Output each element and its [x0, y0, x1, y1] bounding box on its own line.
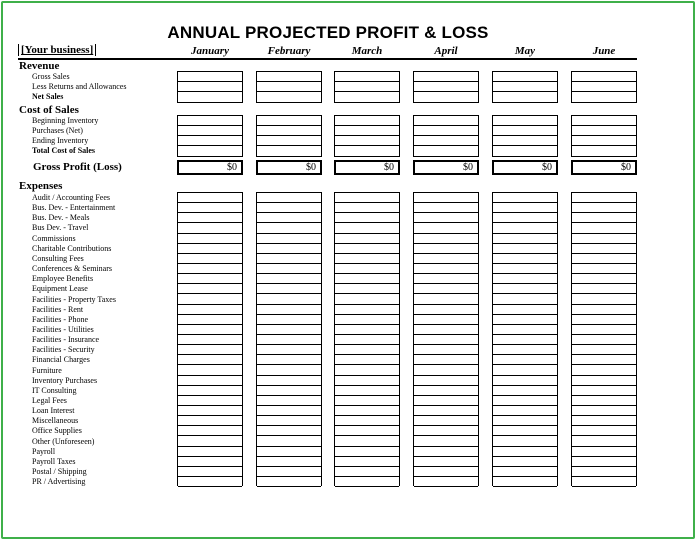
- entry-cell[interactable]: [414, 416, 478, 426]
- entry-cell[interactable]: [572, 203, 636, 213]
- entry-cell[interactable]: [414, 116, 478, 126]
- entry-cell[interactable]: [572, 426, 636, 436]
- entry-cell[interactable]: [178, 234, 242, 244]
- entry-cell[interactable]: [414, 126, 478, 136]
- line-item-label: Other (Unforeseen): [32, 436, 95, 446]
- entry-cell[interactable]: [335, 264, 399, 274]
- entry-cell[interactable]: [178, 335, 242, 345]
- line-item-label: Financial Charges: [32, 355, 90, 365]
- entry-cell[interactable]: [493, 436, 557, 446]
- entry-cell[interactable]: [493, 284, 557, 294]
- entry-cell[interactable]: [414, 82, 478, 92]
- month-header-may: May: [514, 45, 536, 57]
- entry-cell[interactable]: [493, 345, 557, 355]
- line-item-label: Facilities - Phone: [32, 314, 88, 324]
- entry-cell[interactable]: [493, 72, 557, 82]
- cost-of-sales-entry-box-january: [177, 115, 243, 157]
- entry-cell[interactable]: [493, 426, 557, 436]
- cost-of-sales-entry-box-march: [334, 115, 400, 157]
- entry-cell[interactable]: [335, 355, 399, 365]
- entry-cell[interactable]: [414, 213, 478, 223]
- line-item-label: Consulting Fees: [32, 253, 84, 263]
- entry-cell[interactable]: [257, 436, 321, 446]
- entry-cell[interactable]: [414, 203, 478, 213]
- entry-cell[interactable]: [572, 305, 636, 315]
- entry-cell[interactable]: [572, 116, 636, 126]
- entry-cell[interactable]: [257, 386, 321, 396]
- page-title: ANNUAL PROJECTED PROFIT & LOSS: [167, 23, 489, 42]
- expense-entry-column-may: [492, 192, 558, 486]
- entry-cell[interactable]: [335, 136, 399, 146]
- entry-cell[interactable]: [572, 126, 636, 136]
- line-item-label: Bus. Dev. - Meals: [32, 213, 90, 223]
- entry-cell[interactable]: [414, 345, 478, 355]
- entry-cell[interactable]: [572, 416, 636, 426]
- entry-cell[interactable]: [414, 264, 478, 274]
- entry-cell[interactable]: [257, 274, 321, 284]
- revenue-entry-box-february: [256, 71, 322, 103]
- line-item-label: Total Cost of Sales: [32, 146, 96, 156]
- revenue-entry-box-may: [492, 71, 558, 103]
- entry-cell[interactable]: [257, 416, 321, 426]
- entry-cell[interactable]: [178, 376, 242, 386]
- entry-cell[interactable]: [414, 274, 478, 284]
- entry-cell[interactable]: [414, 294, 478, 304]
- entry-cell[interactable]: [335, 457, 399, 467]
- entry-cell[interactable]: [178, 396, 242, 406]
- entry-cell[interactable]: [493, 376, 557, 386]
- entry-cell[interactable]: [414, 254, 478, 264]
- entry-cell[interactable]: [493, 146, 557, 156]
- entry-cell[interactable]: [335, 436, 399, 446]
- line-item-label: Facilities - Property Taxes: [32, 294, 116, 304]
- entry-cell[interactable]: [572, 284, 636, 294]
- entry-cell[interactable]: [572, 345, 636, 355]
- entry-cell[interactable]: [335, 254, 399, 264]
- revenue-heading: Revenue: [19, 60, 60, 72]
- line-item-label: Miscellaneous: [32, 416, 79, 426]
- line-item-label: Equipment Lease: [32, 284, 88, 294]
- entry-cell[interactable]: [335, 416, 399, 426]
- entry-cell[interactable]: [257, 325, 321, 335]
- entry-cell[interactable]: [335, 274, 399, 284]
- revenue-entry-box-march: [334, 71, 400, 103]
- entry-cell[interactable]: [178, 315, 242, 325]
- line-item-label: Loan Interest: [32, 406, 75, 416]
- entry-cell[interactable]: [335, 315, 399, 325]
- entry-cell[interactable]: [572, 82, 636, 92]
- entry-cell[interactable]: [414, 426, 478, 436]
- entry-cell[interactable]: [335, 223, 399, 233]
- entry-cell[interactable]: [572, 264, 636, 274]
- entry-cell[interactable]: [493, 355, 557, 365]
- entry-cell[interactable]: [178, 244, 242, 254]
- entry-cell[interactable]: [493, 365, 557, 375]
- entry-cell[interactable]: [572, 92, 636, 102]
- line-item-label: Employee Benefits: [32, 274, 94, 284]
- entry-cell[interactable]: [335, 345, 399, 355]
- entry-cell[interactable]: [257, 355, 321, 365]
- entry-cell[interactable]: [414, 193, 478, 203]
- line-item-label: Beginning Inventory: [32, 116, 99, 125]
- line-item-label: Conferences & Seminars: [32, 264, 112, 274]
- entry-cell[interactable]: [572, 136, 636, 146]
- entry-cell[interactable]: [257, 284, 321, 294]
- gross-profit-value-april: $0: [413, 160, 479, 175]
- entry-cell[interactable]: [414, 305, 478, 315]
- gross-profit-value-may: $0: [492, 160, 558, 175]
- line-item-label: Commissions: [32, 233, 76, 243]
- entry-cell[interactable]: [257, 244, 321, 254]
- entry-cell[interactable]: [178, 386, 242, 396]
- entry-cell[interactable]: [257, 72, 321, 82]
- entry-cell[interactable]: [257, 396, 321, 406]
- entry-cell[interactable]: [335, 284, 399, 294]
- entry-cell[interactable]: [414, 234, 478, 244]
- entry-cell[interactable]: [257, 376, 321, 386]
- entry-cell[interactable]: [493, 193, 557, 203]
- line-item-label: Audit / Accounting Fees: [32, 193, 110, 202]
- entry-cell[interactable]: [257, 213, 321, 223]
- entry-cell[interactable]: [335, 126, 399, 136]
- entry-cell[interactable]: [335, 396, 399, 406]
- entry-cell[interactable]: [257, 82, 321, 92]
- entry-cell[interactable]: [572, 294, 636, 304]
- gross-profit-value-june: $0: [571, 160, 637, 175]
- entry-cell[interactable]: [257, 234, 321, 244]
- entry-cell[interactable]: [493, 325, 557, 335]
- line-item-label: Facilities - Utilities: [32, 324, 94, 334]
- entry-cell[interactable]: [257, 136, 321, 146]
- business-name-field[interactable]: [Your business]: [18, 44, 96, 56]
- entry-cell[interactable]: [257, 116, 321, 126]
- entry-cell[interactable]: [178, 365, 242, 375]
- entry-cell[interactable]: [178, 136, 242, 146]
- entry-cell[interactable]: [178, 416, 242, 426]
- entry-cell[interactable]: [493, 223, 557, 233]
- line-item-label: Furniture: [32, 365, 62, 375]
- entry-cell[interactable]: [335, 426, 399, 436]
- entry-cell[interactable]: [572, 355, 636, 365]
- entry-cell[interactable]: [178, 72, 242, 82]
- entry-cell[interactable]: [178, 436, 242, 446]
- entry-cell[interactable]: [414, 146, 478, 156]
- entry-cell[interactable]: [178, 82, 242, 92]
- entry-cell[interactable]: [335, 305, 399, 315]
- entry-cell[interactable]: [335, 146, 399, 156]
- line-item-label: Office Supplies: [32, 426, 82, 436]
- entry-cell[interactable]: [335, 376, 399, 386]
- expenses-heading: Expenses: [19, 180, 63, 192]
- line-item-label: Inventory Purchases: [32, 375, 98, 385]
- cost-of-sales-entry-box-may: [492, 115, 558, 157]
- entry-cell[interactable]: [335, 203, 399, 213]
- entry-cell[interactable]: [493, 416, 557, 426]
- entry-cell[interactable]: [257, 426, 321, 436]
- entry-cell[interactable]: [414, 92, 478, 102]
- line-item-label: Postal / Shipping: [32, 467, 87, 477]
- entry-cell[interactable]: [493, 467, 557, 477]
- entry-cell[interactable]: [493, 406, 557, 416]
- entry-cell[interactable]: [335, 244, 399, 254]
- entry-cell[interactable]: [572, 193, 636, 203]
- entry-cell[interactable]: [414, 406, 478, 416]
- entry-cell[interactable]: [493, 136, 557, 146]
- line-item-label: Charitable Contributions: [32, 243, 112, 253]
- entry-cell[interactable]: [178, 264, 242, 274]
- entry-cell[interactable]: [257, 146, 321, 156]
- entry-cell[interactable]: [572, 467, 636, 477]
- entry-cell[interactable]: [493, 477, 557, 487]
- cost-of-sales-entry-box-april: [413, 115, 479, 157]
- entry-cell[interactable]: [414, 335, 478, 345]
- entry-cell[interactable]: [257, 294, 321, 304]
- line-item-label: Facilities - Rent: [32, 304, 84, 314]
- entry-cell[interactable]: [335, 116, 399, 126]
- entry-cell[interactable]: [572, 234, 636, 244]
- revenue-entry-box-june: [571, 71, 637, 103]
- entry-cell[interactable]: [493, 116, 557, 126]
- entry-cell[interactable]: [493, 447, 557, 457]
- entry-cell[interactable]: [335, 92, 399, 102]
- month-header-february: February: [267, 45, 311, 57]
- entry-cell[interactable]: [493, 305, 557, 315]
- entry-cell[interactable]: [178, 477, 242, 487]
- entry-cell[interactable]: [335, 82, 399, 92]
- entry-cell[interactable]: [493, 92, 557, 102]
- entry-cell[interactable]: [178, 223, 242, 233]
- cost-of-sales-entry-box-june: [571, 115, 637, 157]
- entry-cell[interactable]: [414, 457, 478, 467]
- entry-cell[interactable]: [178, 284, 242, 294]
- entry-cell[interactable]: [414, 436, 478, 446]
- header-divider: [18, 58, 637, 60]
- entry-cell[interactable]: [493, 335, 557, 345]
- cost-of-sales-heading: Cost of Sales: [19, 104, 79, 116]
- entry-cell[interactable]: [572, 436, 636, 446]
- entry-cell[interactable]: [493, 274, 557, 284]
- entry-cell[interactable]: [335, 335, 399, 345]
- entry-cell[interactable]: [335, 467, 399, 477]
- entry-cell[interactable]: [257, 126, 321, 136]
- entry-cell[interactable]: [257, 335, 321, 345]
- entry-cell[interactable]: [178, 274, 242, 284]
- entry-cell[interactable]: [493, 254, 557, 264]
- entry-cell[interactable]: [572, 447, 636, 457]
- entry-cell[interactable]: [178, 146, 242, 156]
- entry-cell[interactable]: [335, 386, 399, 396]
- entry-cell[interactable]: [414, 223, 478, 233]
- entry-cell[interactable]: [493, 315, 557, 325]
- expense-entry-column-february: [256, 192, 322, 486]
- entry-cell[interactable]: [414, 284, 478, 294]
- month-header-march: March: [351, 45, 383, 57]
- entry-cell[interactable]: [414, 467, 478, 477]
- entry-cell[interactable]: [414, 376, 478, 386]
- entry-cell[interactable]: [257, 254, 321, 264]
- entry-cell[interactable]: [572, 315, 636, 325]
- entry-cell[interactable]: [335, 325, 399, 335]
- entry-cell[interactable]: [335, 447, 399, 457]
- revenue-entry-box-january: [177, 71, 243, 103]
- entry-cell[interactable]: [257, 477, 321, 487]
- line-item-label: Payroll Taxes: [32, 456, 76, 466]
- entry-cell[interactable]: [178, 254, 242, 264]
- entry-cell[interactable]: [178, 447, 242, 457]
- entry-cell[interactable]: [178, 406, 242, 416]
- line-item-label: Gross Sales: [32, 72, 70, 81]
- entry-cell[interactable]: [493, 126, 557, 136]
- entry-cell[interactable]: [335, 213, 399, 223]
- entry-cell[interactable]: [572, 223, 636, 233]
- entry-cell[interactable]: [414, 447, 478, 457]
- entry-cell[interactable]: [178, 126, 242, 136]
- entry-cell[interactable]: [178, 203, 242, 213]
- entry-cell[interactable]: [414, 136, 478, 146]
- entry-cell[interactable]: [572, 406, 636, 416]
- entry-cell[interactable]: [178, 325, 242, 335]
- line-item-label: IT Consulting: [32, 385, 77, 395]
- entry-cell[interactable]: [178, 213, 242, 223]
- entry-cell[interactable]: [414, 386, 478, 396]
- entry-cell[interactable]: [257, 406, 321, 416]
- entry-cell[interactable]: [493, 457, 557, 467]
- entry-cell[interactable]: [493, 203, 557, 213]
- entry-cell[interactable]: [414, 396, 478, 406]
- gross-profit-value-february: $0: [256, 160, 322, 175]
- entry-cell[interactable]: [572, 335, 636, 345]
- line-item-label: PR / Advertising: [32, 477, 86, 487]
- gross-profit-value-march: $0: [334, 160, 400, 175]
- entry-cell[interactable]: [414, 72, 478, 82]
- entry-cell[interactable]: [335, 294, 399, 304]
- month-header-january: January: [191, 45, 229, 57]
- entry-cell[interactable]: [414, 365, 478, 375]
- entry-cell[interactable]: [572, 457, 636, 467]
- entry-cell[interactable]: [414, 355, 478, 365]
- entry-cell[interactable]: [257, 92, 321, 102]
- entry-cell[interactable]: [572, 254, 636, 264]
- gross-profit-value-january: $0: [177, 160, 243, 175]
- entry-cell[interactable]: [257, 315, 321, 325]
- entry-cell[interactable]: [335, 477, 399, 487]
- line-item-label: Purchases (Net): [32, 126, 83, 136]
- entry-cell[interactable]: [572, 274, 636, 284]
- revenue-entry-box-april: [413, 71, 479, 103]
- entry-cell[interactable]: [572, 146, 636, 156]
- entry-cell[interactable]: [178, 193, 242, 203]
- entry-cell[interactable]: [178, 305, 242, 315]
- entry-cell[interactable]: [572, 213, 636, 223]
- entry-cell[interactable]: [178, 457, 242, 467]
- entry-cell[interactable]: [493, 244, 557, 254]
- entry-cell[interactable]: [257, 365, 321, 375]
- entry-cell[interactable]: [178, 92, 242, 102]
- entry-cell[interactable]: [572, 396, 636, 406]
- line-item-label: Bus Dev. - Travel: [32, 223, 89, 233]
- entry-cell[interactable]: [493, 213, 557, 223]
- entry-cell[interactable]: [257, 345, 321, 355]
- entry-cell[interactable]: [572, 365, 636, 375]
- expense-entry-column-march: [334, 192, 400, 486]
- entry-cell[interactable]: [178, 345, 242, 355]
- entry-cell[interactable]: [178, 116, 242, 126]
- entry-cell[interactable]: [178, 426, 242, 436]
- line-item-label: Facilities - Security: [32, 345, 95, 355]
- entry-cell[interactable]: [572, 477, 636, 487]
- entry-cell[interactable]: [257, 223, 321, 233]
- line-item-label: Legal Fees: [32, 396, 67, 405]
- entry-cell[interactable]: [493, 264, 557, 274]
- entry-cell[interactable]: [335, 406, 399, 416]
- entry-cell[interactable]: [572, 376, 636, 386]
- entry-cell[interactable]: [335, 365, 399, 375]
- month-header-june: June: [592, 45, 616, 57]
- entry-cell[interactable]: [178, 467, 242, 477]
- line-item-label: Ending Inventory: [32, 136, 89, 146]
- entry-cell[interactable]: [178, 294, 242, 304]
- entry-cell[interactable]: [335, 234, 399, 244]
- line-item-label: Net Sales: [32, 92, 64, 102]
- entry-cell[interactable]: [257, 467, 321, 477]
- entry-cell[interactable]: [414, 315, 478, 325]
- entry-cell[interactable]: [572, 72, 636, 82]
- entry-cell[interactable]: [493, 234, 557, 244]
- entry-cell[interactable]: [335, 72, 399, 82]
- entry-cell[interactable]: [572, 244, 636, 254]
- entry-cell[interactable]: [493, 82, 557, 92]
- entry-cell[interactable]: [257, 457, 321, 467]
- expense-entry-column-january: [177, 192, 243, 486]
- entry-cell[interactable]: [257, 305, 321, 315]
- entry-cell[interactable]: [572, 386, 636, 396]
- expense-entry-column-april: [413, 192, 479, 486]
- gross-profit-label: Gross Profit (Loss): [33, 161, 122, 173]
- expense-entry-column-june: [571, 192, 637, 486]
- entry-cell[interactable]: [414, 325, 478, 335]
- entry-cell[interactable]: [414, 477, 478, 487]
- line-item-label: Less Returns and Allowances: [32, 82, 127, 92]
- entry-cell[interactable]: [493, 396, 557, 406]
- entry-cell[interactable]: [257, 264, 321, 274]
- entry-cell[interactable]: [493, 294, 557, 304]
- entry-cell[interactable]: [572, 325, 636, 335]
- entry-cell[interactable]: [414, 244, 478, 254]
- entry-cell[interactable]: [335, 193, 399, 203]
- entry-cell[interactable]: [493, 386, 557, 396]
- entry-cell[interactable]: [257, 193, 321, 203]
- entry-cell[interactable]: [257, 203, 321, 213]
- line-item-label: Payroll: [32, 446, 56, 456]
- line-item-label: Bus. Dev. - Entertainment: [32, 203, 116, 213]
- month-header-april: April: [434, 45, 458, 57]
- line-item-label: Facilities - Insurance: [32, 335, 100, 345]
- cost-of-sales-entry-box-february: [256, 115, 322, 157]
- entry-cell[interactable]: [257, 447, 321, 457]
- entry-cell[interactable]: [178, 355, 242, 365]
